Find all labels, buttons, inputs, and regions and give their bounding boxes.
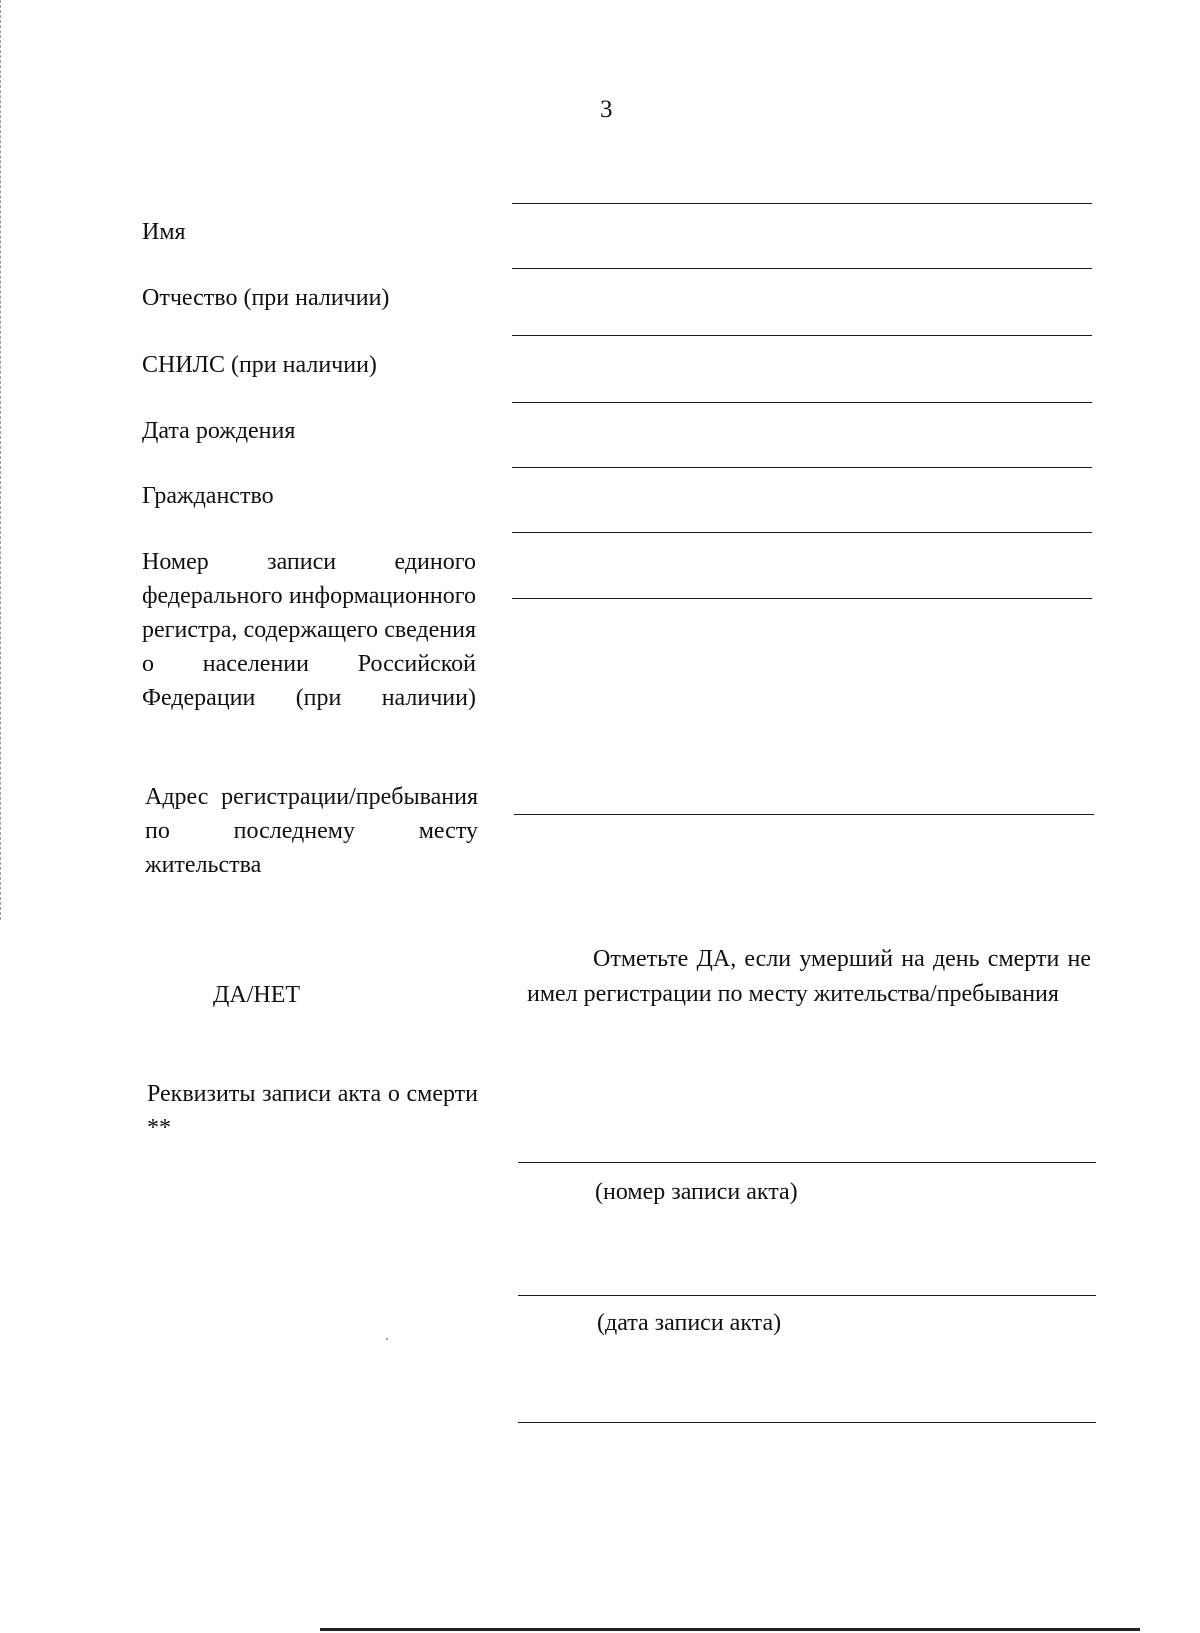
surname-line[interactable] xyxy=(512,203,1092,204)
citizenship-line[interactable] xyxy=(512,532,1092,533)
address-line[interactable] xyxy=(514,814,1094,815)
record-number-line[interactable] xyxy=(518,1162,1096,1163)
snils-label: СНИЛС (при наличии) xyxy=(142,352,377,378)
citizenship-label: Гражданство xyxy=(142,483,274,509)
record-date-caption: (дата записи акта) xyxy=(597,1310,782,1336)
scan-edge xyxy=(0,0,5,920)
snils-line[interactable] xyxy=(512,402,1092,403)
first-name-line[interactable] xyxy=(512,268,1092,269)
record-number-caption: (номер записи акта) xyxy=(595,1179,798,1205)
birth-date-label: Дата рождения xyxy=(142,418,296,444)
patronymic-line[interactable] xyxy=(512,335,1092,336)
scan-speck xyxy=(386,1338,388,1340)
birth-date-line[interactable] xyxy=(512,467,1092,468)
page-number: 3 xyxy=(600,96,613,123)
yes-no-note: Отметьте ДА, если умерший на день смерти не имел регистрации по месту жительства/пребывания xyxy=(527,946,1091,1007)
first-name-label: Имя xyxy=(142,219,186,245)
patronymic-label: Отчество (при наличии) xyxy=(142,285,390,311)
yes-no-label: ДА/НЕТ xyxy=(213,982,301,1008)
record-date-line[interactable] xyxy=(518,1295,1096,1296)
address-label: Адрес регистрации/пребывания по последнему месту жительства xyxy=(145,784,478,878)
register-record-line[interactable] xyxy=(512,598,1092,599)
bottom-line[interactable] xyxy=(518,1422,1096,1423)
register-record-label: Номер записи единого федерального информационного регистра, содержащего сведения о населении Российской Федерации (при наличии) xyxy=(142,549,476,711)
scan-bottom-edge xyxy=(320,1628,1140,1631)
death-record-label: Реквизиты записи акта о смерти ** xyxy=(147,1081,478,1141)
